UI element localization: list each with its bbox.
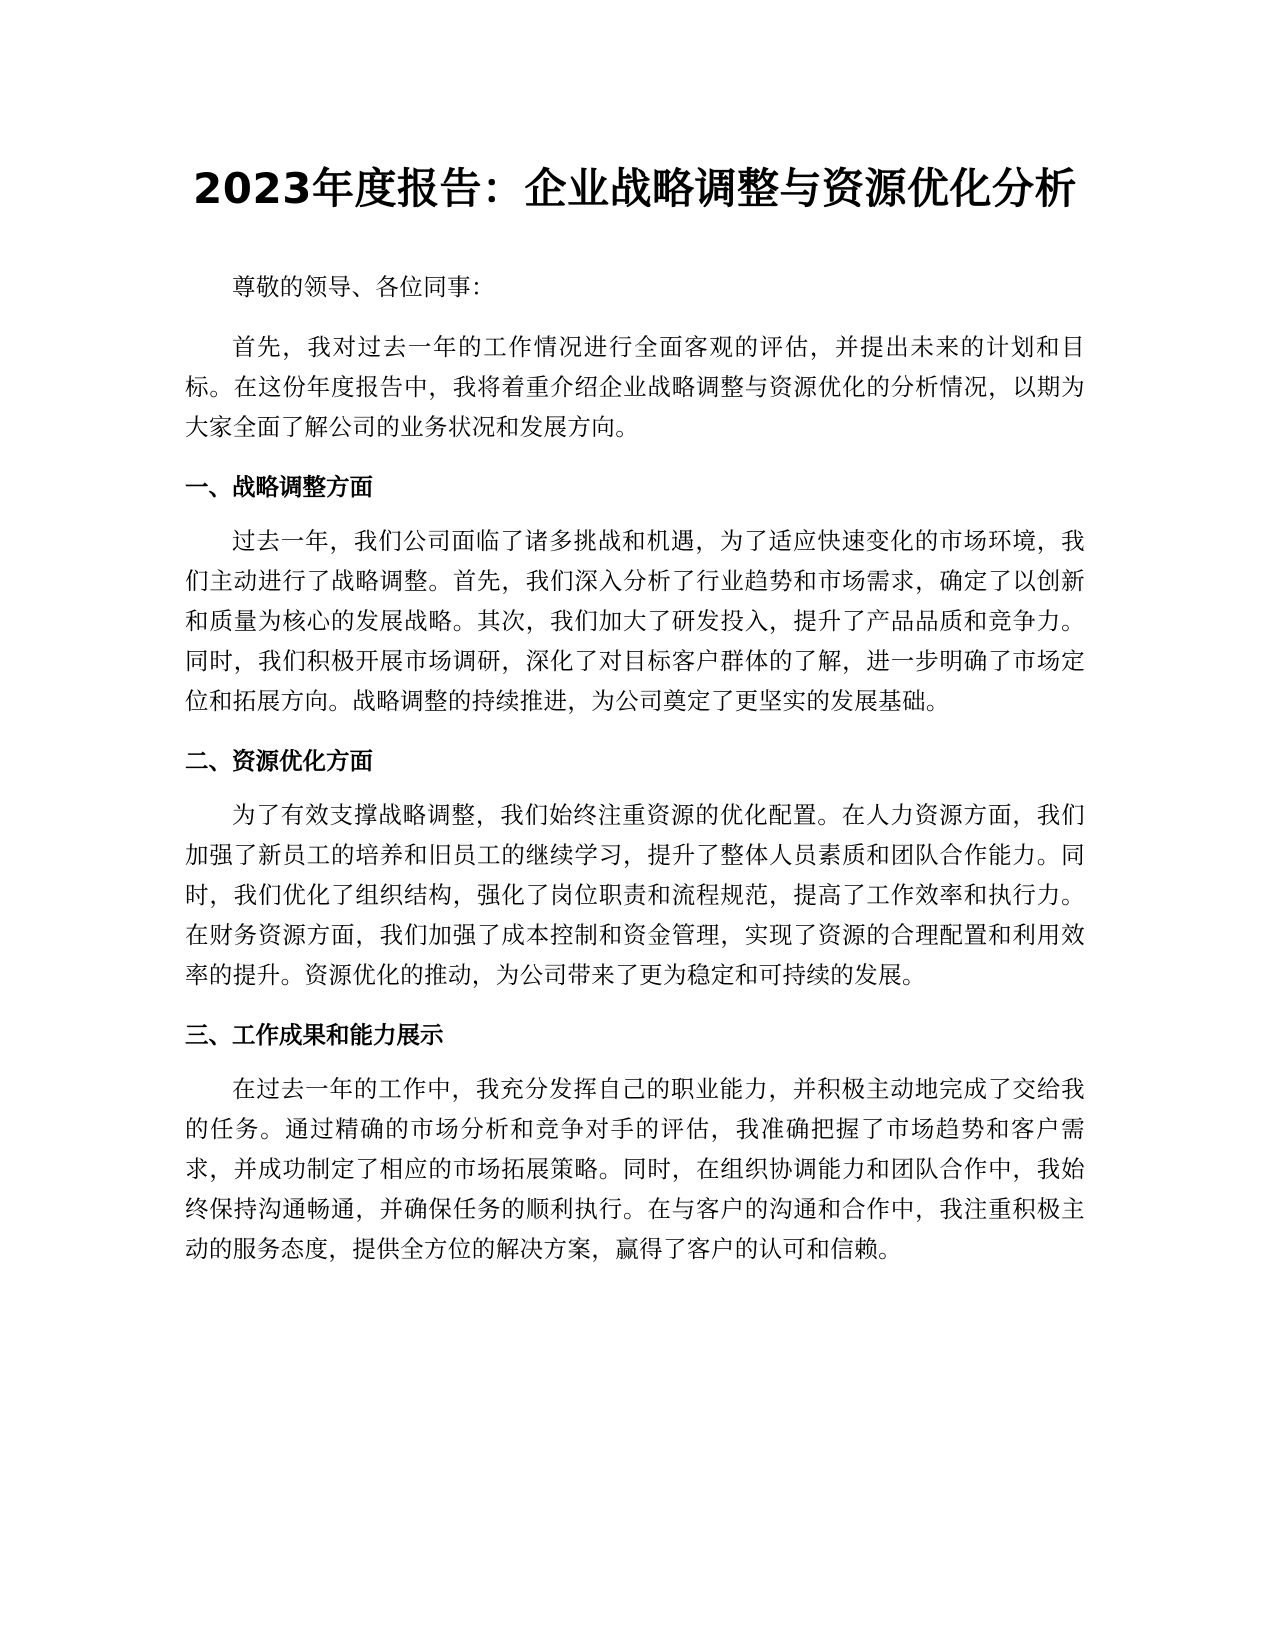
- section-body-achievements: 在过去一年的工作中，我充分发挥自己的职业能力，并积极主动地完成了交给我的任务。通过精确的市场分析和竞争对手的评估，我准确把握了市场趋势和客户需求，并成功制定了相应的市场拓展策略。同时，在组织协调能力和团队合作中，我始终保持沟通畅通，并确保任务的顺利执行。在与客户的沟通和合作中，我注重积极主动的服务态度，提供全方位的解决方案，赢得了客户的认可和信赖。: [185, 1075, 1085, 1263]
- document-page: [185, 150, 1085, 1289]
- section-heading-achievements: 三、工作成果和能力展示: [185, 1021, 444, 1049]
- intro-paragraph: 首先，我对过去一年的工作情况进行全面客观的评估，并提出未来的计划和目标。在这份年度报告中，我将着重介绍企业战略调整与资源优化的分析情况，以期为大家全面了解公司的业务状况和发展方向。: [185, 333, 1085, 441]
- section-heading-strategy: 一、战略调整方面: [185, 473, 373, 501]
- section-body-resources: 为了有效支撑战略调整，我们始终注重资源的优化配置。在人力资源方面，我们加强了新员工的培养和旧员工的继续学习，提升了整体人员素质和团队合作能力。同时，我们优化了组织结构，强化了岗位职责和流程规范，提高了工作效率和执行力。在财务资源方面，我们加强了成本控制和资金管理，实现了资源的合理配置和利用效率的提升。资源优化的推动，为公司带来了更为稳定和可持续的发展。: [185, 801, 1085, 989]
- document-title: 2023年度报告：企业战略调整与资源优化分析: [193, 164, 1077, 213]
- section-heading-resources: 二、资源优化方面: [185, 747, 373, 775]
- section-body-strategy: 过去一年，我们公司面临了诸多挑战和机遇，为了适应快速变化的市场环境，我们主动进行了战略调整。首先，我们深入分析了行业趋势和市场需求，确定了以创新和质量为核心的发展战略。其次，我们加大了研发投入，提升了产品品质和竞争力。同时，我们积极开展市场调研，深化了对目标客户群体的了解，进一步明确了市场定位和拓展方向。战略调整的持续推进，为公司奠定了更坚实的发展基础。: [185, 527, 1085, 715]
- greeting: 尊敬的领导、各位同事：: [232, 273, 495, 301]
- document-body: [185, 267, 1085, 1269]
